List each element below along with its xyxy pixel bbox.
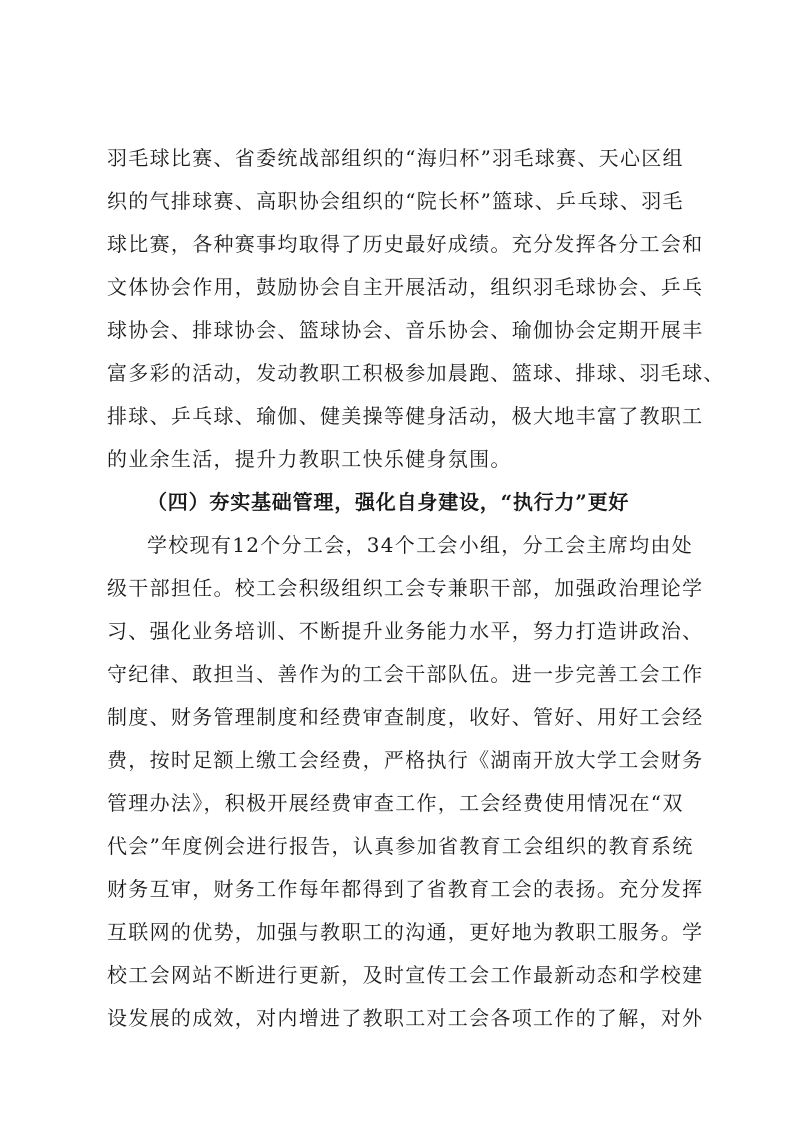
paragraph-line: 学校现有12个分工会，34个工会小组，分工会主席均由处 [147, 533, 693, 557]
paragraph-line: 管理办法》，积极开展经费审查工作，工会经费使用情况在“双 [107, 791, 684, 815]
paragraph-line: 校工会网站不断进行更新，及时宣传工会工作最新动态和学校建 [107, 963, 704, 987]
paragraph-line: 代会”年度例会进行报告，认真参加省教育工会组织的教育系统 [107, 834, 694, 858]
paragraph-line: 富多彩的活动，发动教职工积极参加晨跑、篮球、排球、羽毛球、 [107, 361, 725, 385]
paragraph-line: 财务互审，财务工作每年都得到了省教育工会的表扬。充分发挥 [107, 877, 704, 901]
section-heading: （四）夯实基础管理，强化自身建设，“执行力”更好 [147, 490, 630, 514]
paragraph-line: 互联网的优势，加强与教职工的沟通，更好地为教职工服务。学 [107, 920, 704, 944]
paragraph-line: 守纪律、敢担当、善作为的工会干部队伍。进一步完善工会工作 [107, 662, 704, 686]
paragraph-line: 级干部担任。校工会积级组织工会专兼职干部，加强政治理论学 [107, 576, 704, 600]
paragraph-line: 习、强化业务培训、不断提升业务能力水平，努力打造讲政治、 [107, 619, 704, 643]
paragraph-line: 球比赛，各种赛事均取得了历史最好成绩。充分发挥各分工会和 [107, 232, 704, 256]
paragraph-line: 制度、财务管理制度和经费审查制度，收好、管好、用好工会经 [107, 705, 704, 729]
paragraph-line: 的业余生活，提升力教职工快乐健身氛围。 [107, 447, 512, 471]
paragraph-line: 球协会、排球协会、篮球协会、音乐协会、瑜伽协会定期开展丰 [107, 318, 704, 342]
paragraph-line: 羽毛球比赛、省委统战部组织的“海归杯”羽毛球赛、天心区组 [107, 146, 684, 170]
paragraph-line: 织的气排球赛、高职协会组织的“院长杯”篮球、乒乓球、羽毛 [107, 189, 684, 213]
paragraph-line: 设发展的成效，对内增进了教职工对工会各项工作的了解，对外 [107, 1006, 704, 1030]
paragraph-line: 文体协会作用，鼓励协会自主开展活动，组织羽毛球协会、乒乓 [107, 275, 704, 299]
paragraph-line: 费，按时足额上缴工会经费，严格执行《湖南开放大学工会财务 [107, 748, 704, 772]
paragraph-line: 排球、乒乓球、瑜伽、健美操等健身活动，极大地丰富了教职工 [107, 404, 704, 428]
